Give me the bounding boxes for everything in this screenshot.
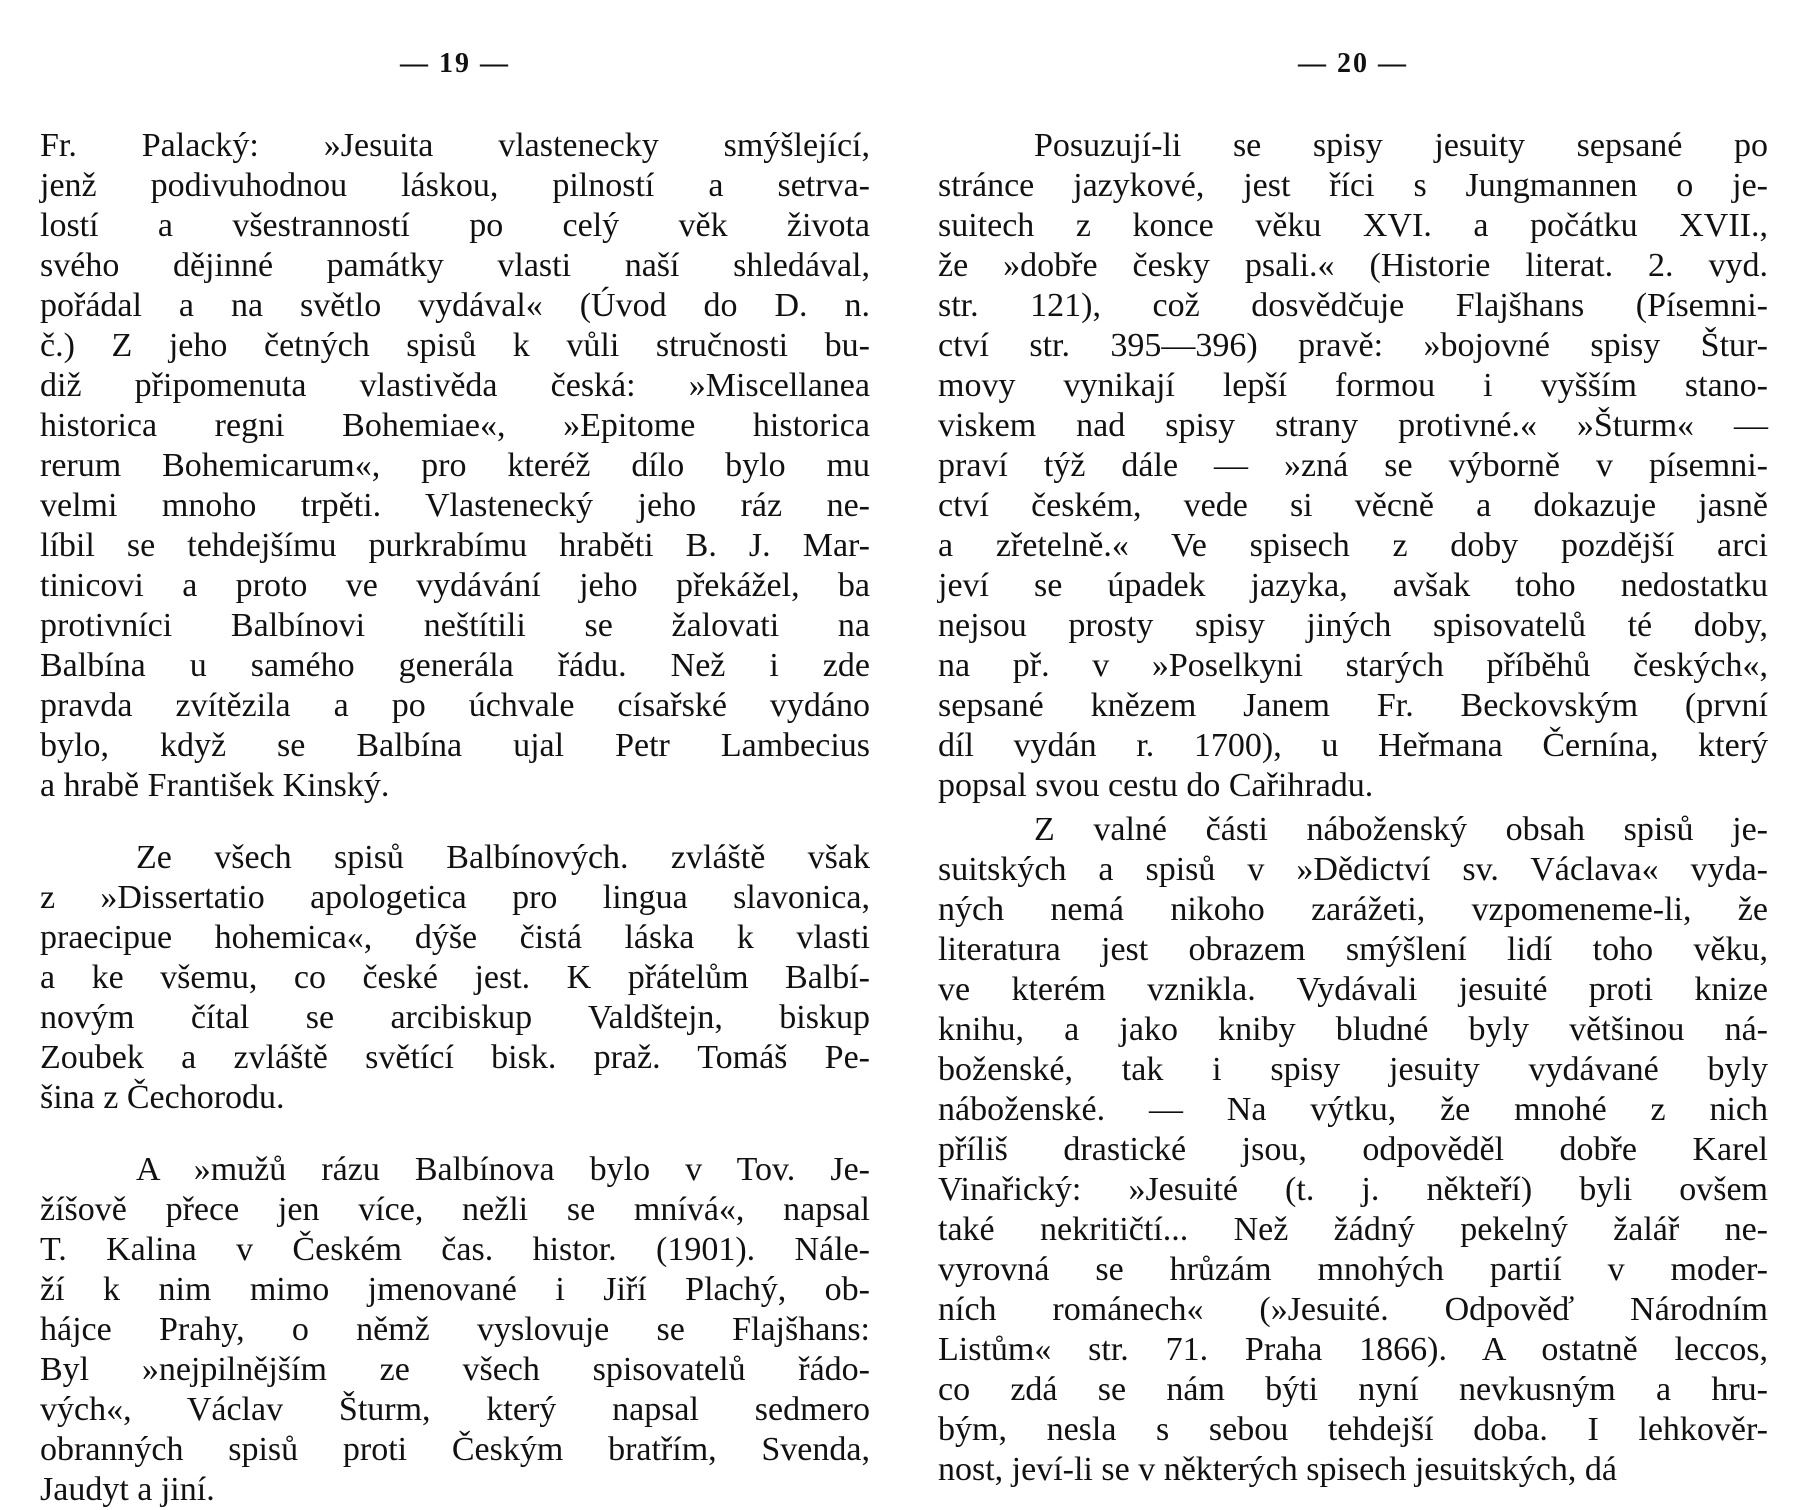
text-line: boženské, tak i spisy jesuity vydávané byly xyxy=(938,1051,1768,1088)
text-line: ctví str. 395—396) pravě: »bojovné spisy Štur- xyxy=(938,327,1768,364)
text-line: diž připomenuta vlastivěda česká: »Miscellanea xyxy=(40,367,870,404)
text-line: a hrabě František Kinský. xyxy=(40,767,390,804)
text-line: že »dobře česky psali.« (Historie literat. 2. vyd. xyxy=(938,247,1768,284)
text-line: Listům« str. 71. Praha 1866). A ostatně leccos, xyxy=(938,1331,1768,1368)
text-line: historica regni Bohemiae«, »Epitome historica xyxy=(40,407,870,444)
text-line: č.) Z jeho četných spisů k vůli stručnosti bu- xyxy=(40,327,870,364)
text-line: a zřetelně.« Ve spisech z doby pozdější arci xyxy=(938,527,1768,564)
text-line: pořádal a na světlo vydával« (Úvod do D. n. xyxy=(40,287,870,324)
text-line: movy vynikají lepší formou i vyšším stano- xyxy=(938,367,1768,404)
text-line: rerum Bohemicarum«, pro kteréž dílo bylo mu xyxy=(40,447,870,484)
text-line: příliš drastické jsou, odpověděl dobře Karel xyxy=(938,1131,1768,1168)
text-line: a ke všemu, co české jest. K přátelům Balbí- xyxy=(40,959,870,996)
text-line: ných nemá nikoho zarážeti, vzpomeneme-li, že xyxy=(938,891,1768,928)
text-line: bylo, když se Balbína ujal Petr Lambecius xyxy=(40,727,870,764)
text-line: Balbína u samého generála řádu. Než i zde xyxy=(40,647,870,684)
paragraph xyxy=(40,838,870,1118)
text-line: obranných spisů proti Českým bratřím, Svenda, xyxy=(40,1431,870,1468)
paragraph-gap xyxy=(40,806,870,838)
paragraph xyxy=(938,810,1768,1490)
text-line: praví týž dále — »zná se výborně v písemni- xyxy=(938,447,1768,484)
text-line: ctví českém, vede si věcně a dokazuje jasně xyxy=(938,487,1768,524)
text-line: literatura jest obrazem smýšlení lidí toho věku, xyxy=(938,931,1768,968)
text-line: vyrovná se hrůzám mnohých partií v moder- xyxy=(938,1251,1768,1288)
text-line: nost, jeví-li se v některých spisech jesuitských, dá xyxy=(938,1451,1617,1488)
text-line: Zoubek a zvláště světící bisk. praž. Tomáš Pe- xyxy=(40,1039,870,1076)
text-line: šina z Čechorodu. xyxy=(40,1079,285,1116)
text-line: hájce Prahy, o němž vyslovuje se Flajšhans: xyxy=(40,1311,870,1348)
text-line: bým, nesla s sebou tehdejší doba. I lehkověr- xyxy=(938,1411,1768,1448)
text-line: pravda zvítězila a po úchvale císařské vydáno xyxy=(40,687,870,724)
text-line: Byl »nejpilnějším ze všech spisovatelů řádo- xyxy=(40,1351,870,1388)
text-line: žíšově přece jen více, nežli se mnívá«, napsal xyxy=(40,1191,870,1228)
text-line: praecipue hohemica«, dýše čistá láska k vlasti xyxy=(40,919,870,956)
text-line: protivníci Balbínovi neštítili se žalovati na xyxy=(40,607,870,644)
text-line: str. 121), což dosvědčuje Flajšhans (Písemni- xyxy=(938,287,1768,324)
text-line: ních románech« (»Jesuité. Odpověď Národním xyxy=(938,1291,1768,1328)
page-number-right: — 20 — xyxy=(1298,48,1408,79)
text-line: T. Kalina v Českém čas. histor. (1901). Nále- xyxy=(40,1231,870,1268)
text-line: Z valné části náboženský obsah spisů je- xyxy=(1034,811,1768,848)
text-line: Fr. Palacký: »Jesuita vlastenecky smýšlející, xyxy=(40,127,870,164)
text-line: jeví se úpadek jazyka, avšak toho nedostatku xyxy=(938,567,1768,604)
text-line: A »mužů rázu Balbínova bylo v Tov. Je- xyxy=(136,1151,870,1188)
text-line: Jaudyt a jiní. xyxy=(40,1471,215,1508)
paragraph xyxy=(40,1150,870,1510)
paragraph-gap xyxy=(40,1118,870,1150)
text-line: na př. v »Poselkyni starých příběhů českých«, xyxy=(938,647,1768,684)
right-page-body xyxy=(938,126,1768,1490)
text-line: lostí a všestranností po celý věk života xyxy=(40,207,870,244)
text-line: viskem nad spisy strany protivné.« »Šturm« — xyxy=(938,407,1768,444)
text-line: jenž podivuhodnou láskou, pilností a setrva- xyxy=(40,167,870,204)
text-line: náboženské. — Na výtku, že mnohé z nich xyxy=(938,1091,1768,1128)
text-line: nejsou prosty spisy jiných spisovatelů té doby, xyxy=(938,607,1768,644)
text-line: co zdá se nám býti nyní nevkusným a hru- xyxy=(938,1371,1768,1408)
text-line: suitech z konce věku XVI. a počátku XVII., xyxy=(938,207,1768,244)
text-line: líbil se tehdejšímu purkrabímu hraběti B. J. Mar- xyxy=(40,527,870,564)
text-line: Vinařický: »Jesuité (t. j. někteří) byli ovšem xyxy=(938,1171,1768,1208)
text-line: novým čítal se arcibiskup Valdštejn, biskup xyxy=(40,999,870,1036)
page-number-left: — 19 — xyxy=(400,48,510,79)
right-page xyxy=(938,0,1768,1500)
text-line: svého dějinné památky vlasti naší shledával, xyxy=(40,247,870,284)
text-line: knihu, a jako kniby bludné byly většinou ná- xyxy=(938,1011,1768,1048)
text-line: také nekritičtí... Než žádný pekelný žalář ne- xyxy=(938,1211,1768,1248)
text-line: ve kterém vznikla. Vydávali jesuité proti knize xyxy=(938,971,1768,1008)
text-line: ží k nim mimo jmenované i Jiří Plachý, ob- xyxy=(40,1271,870,1308)
text-line: velmi mnoho trpěti. Vlastenecký jeho ráz ne- xyxy=(40,487,870,524)
text-line: stránce jazykové, jest říci s Jungmannen o je- xyxy=(938,167,1768,204)
text-line: sepsané knězem Janem Fr. Beckovským (první xyxy=(938,687,1768,724)
text-line: popsal svou cestu do Cařihradu. xyxy=(938,767,1374,804)
text-line: suitských a spisů v »Dědictví sv. Václava« vyda- xyxy=(938,851,1768,888)
text-line: Ze všech spisů Balbínových. zvláště však xyxy=(136,839,870,876)
text-line: tinicovi a proto ve vydávání jeho překážel, ba xyxy=(40,567,870,604)
text-line: vých«, Václav Šturm, který napsal sedmero xyxy=(40,1391,870,1428)
text-line: díl vydán r. 1700), u Heřmana Černína, který xyxy=(938,727,1768,764)
left-page xyxy=(40,0,870,1508)
paragraph xyxy=(938,126,1768,806)
left-page-body xyxy=(40,126,870,1510)
text-line: Posuzují-li se spisy jesuity sepsané po xyxy=(1034,127,1768,164)
text-line: z »Dissertatio apologetica pro lingua slavonica, xyxy=(40,879,870,916)
paragraph xyxy=(40,126,870,806)
